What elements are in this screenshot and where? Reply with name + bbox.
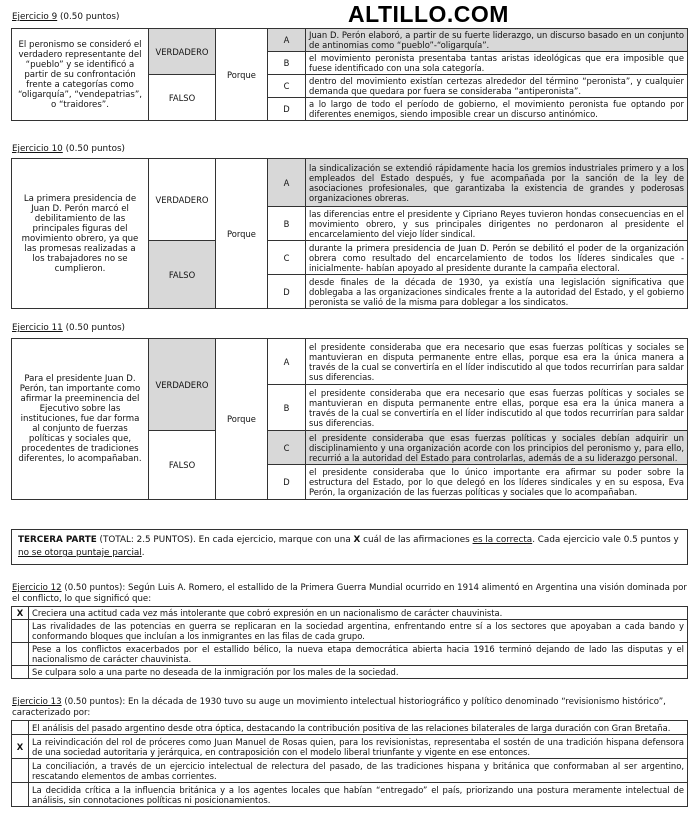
option-text[interactable]: desde finales de la década de 1930, ya existía una legislación significativa que doblegaba a las organizaciones sindicales frente a la autoridad del Estado, y el gobierno peronista se valió de la misma para doblegar a los sindicatos. bbox=[306, 275, 688, 309]
option-letter[interactable]: A bbox=[268, 339, 306, 385]
exercise-13-options bbox=[11, 720, 688, 807]
answer-text: Las rivalidades de las potencias en guerra se replicaran en la sociedad argentina, enfrentando entre sí a los sectores que apoyaban a cada bando y conformando bloques que incluían a los inmigrantes en las filas de cada grupo. bbox=[29, 620, 688, 643]
porque-label: Porque bbox=[216, 29, 268, 121]
porque-label: Porque bbox=[216, 339, 268, 500]
part-underlined: es la correcta bbox=[472, 535, 533, 545]
answer-checkbox[interactable] bbox=[12, 643, 29, 666]
option-text[interactable]: las diferencias entre el presidente y Cipriano Reyes tuvieron hondas consecuencias en el movimiento obrero, y sus principales dirigentes no perdonaron al presidente el encarcelamiento del viejo líder sindical. bbox=[306, 207, 688, 241]
exercise-points: (0.50 puntos) bbox=[59, 12, 120, 22]
exercise-10-header bbox=[12, 144, 125, 154]
verdadero-option[interactable]: VERDADERO bbox=[149, 159, 216, 241]
part-text: . bbox=[141, 548, 145, 558]
answer-checkbox[interactable]: X bbox=[12, 735, 29, 759]
option-letter[interactable]: C bbox=[268, 241, 306, 275]
option-text[interactable]: dentro del movimiento existían certezas alrededor del término “peronista”, y cualquier demanda que quedara por fuera se consideraba “antiperonista”. bbox=[306, 75, 688, 98]
exercise-11-table bbox=[11, 338, 688, 500]
statement-cell: Para el presidente Juan D. Perón, tan importante como afirmar la preeminencia del Ejecutivo sobre las instituciones, fue dar forma al conjunto de fuerzas políticas y sociales que, procedentes de tradiciones diferentes, lo acompañaban. bbox=[12, 339, 149, 500]
option-letter[interactable]: B bbox=[268, 385, 306, 431]
option-letter[interactable]: D bbox=[268, 275, 306, 309]
exercise-10-table bbox=[11, 158, 688, 309]
answer-checkbox[interactable] bbox=[12, 620, 29, 643]
answer-checkbox[interactable]: X bbox=[12, 607, 29, 620]
option-text[interactable]: el presidente consideraba que lo único importante era afirmar su poder sobre la estructura del Estado, por lo que delegó en los líderes sindicales y en su esposa, Eva Perón, la organización de las fuerzas políticas y sociales que lo acompañaban. bbox=[306, 465, 688, 500]
part-text: (TOTAL: 2.5 PUNTOS). En cada ejercicio, marque con una bbox=[96, 535, 354, 545]
option-text[interactable]: la sindicalización se extendió rápidamente hacia los gremios industriales primero y a los empleados del Estado después, y fue acompañada por la sanción de la ley de asociaciones profesionales, que garantizaba la existencia de grandes y poderosas organizaciones obreras. bbox=[306, 159, 688, 207]
statement-cell: El peronismo se consideró el verdadero representante del “pueblo” y se identificó a partir de su confrontación frente a categorías como “oligarquía”, “vendepatrias”, o “traidores”. bbox=[12, 29, 149, 121]
answer-text: Pese a los conflictos exacerbados por el estallido bélico, la nueva etapa democrática abierta hacia 1916 terminó dejando de lado las disputas y el nacionalismo de carácter chauvinista. bbox=[29, 643, 688, 666]
answer-text: Se culpara solo a una parte no deseada de la inmigración por los males de la sociedad. bbox=[29, 666, 688, 679]
answer-text: La decidida crítica a la influencia británica y a los agentes locales que habían “entregado” el país, priorizando una postura meramente intelectual de análisis, sin connotaciones políticas ni posicionamientos. bbox=[29, 783, 688, 807]
part-underlined: no se otorga puntaje parcial bbox=[18, 548, 142, 558]
option-text[interactable]: Juan D. Perón elaboró, a partir de su fuerte liderazgo, un discurso basado en un conjunto de antinomias como “pueblo”-“oligarquía”. bbox=[306, 29, 688, 52]
option-text[interactable]: el presidente consideraba que era necesario que esas fuerzas políticas y sociales se mantuvieran en disputa permanente entre ellas, porque esa era la única manera a través de la cual se convertiría en el líder indiscutido al que todos recurrirían para saldar sus diferencias. bbox=[306, 385, 688, 431]
exercise-12-question bbox=[12, 583, 688, 604]
verdadero-option[interactable]: VERDADERO bbox=[149, 29, 216, 75]
falso-option[interactable]: FALSO bbox=[149, 431, 216, 500]
option-text[interactable]: a lo largo de todo el período de gobierno, el movimiento peronista fue optando por diferentes enemigos, siendo imposible crear un discurso antinómico. bbox=[306, 98, 688, 121]
statement-cell: La primera presidencia de Juan D. Perón marcó el debilitamiento de las principales figuras del movimiento obrero, ya que las promesas realizadas a los trabajadores no se cumplieron. bbox=[12, 159, 149, 309]
answer-text: El análisis del pasado argentino desde otra óptica, destacando la contribución positiva de las relaciones bilaterales de larga duración con Gran Bretaña. bbox=[29, 721, 688, 735]
option-text[interactable]: durante la primera presidencia de Juan D. Perón se debilitó el poder de la organización obrera como resultado del encarcelamiento de todos los líderes sindicales que -inicialmente- habían apoyado al presidente durante la campaña electoral. bbox=[306, 241, 688, 275]
porque-label: Porque bbox=[216, 159, 268, 309]
option-letter[interactable]: D bbox=[268, 98, 306, 121]
answer-text: La reivindicación del rol de próceres como Juan Manuel de Rosas quien, para los revisionistas, representaba el sostén de una tradición hispana defensora de una sociedad autoritaria y jerárquica, en contraposición con el modelo liberal triunfante y vigente en ese entonces. bbox=[29, 735, 688, 759]
exercise-points: (0.50 puntos) bbox=[65, 144, 125, 154]
tercera-parte-instructions bbox=[11, 529, 688, 565]
falso-option[interactable]: FALSO bbox=[149, 241, 216, 309]
verdadero-option[interactable]: VERDADERO bbox=[149, 339, 216, 431]
part-text: cuál de las afirmaciones bbox=[360, 535, 473, 545]
exercise-13-question bbox=[12, 697, 688, 718]
question-text: (0.50 puntos): En la década de 1930 tuvo su auge un movimiento intelectual historiográfico y político denominado “revisionismo histórico”, caracterizado por: bbox=[12, 697, 666, 718]
exercise-label: Ejercicio 10 bbox=[12, 144, 63, 154]
x-mark-example: X bbox=[353, 535, 361, 545]
part-title: TERCERA PARTE bbox=[18, 535, 97, 545]
answer-checkbox[interactable] bbox=[12, 759, 29, 783]
exercise-label: Ejercicio 11 bbox=[12, 323, 63, 333]
option-letter[interactable]: B bbox=[268, 52, 306, 75]
exercise-label: Ejercicio 12 bbox=[12, 583, 62, 593]
part-text: . Cada ejercicio vale 0.5 puntos y bbox=[532, 535, 679, 545]
option-letter[interactable]: D bbox=[268, 465, 306, 500]
answer-checkbox[interactable] bbox=[12, 666, 29, 679]
exercise-label: Ejercicio 9 bbox=[12, 12, 58, 22]
option-text[interactable]: el presidente consideraba que era necesario que esas fuerzas políticas y sociales se mantuvieran en disputa permanente entre ellas, porque esa era la única manera a través de la cual se convertiría en el líder indiscutido al que todos recurrirían para saldar sus diferencias. bbox=[306, 339, 688, 385]
exercise-12-options bbox=[11, 606, 688, 679]
option-letter[interactable]: A bbox=[268, 29, 306, 52]
altillo-watermark: ALTILLO.COM bbox=[348, 1, 509, 27]
exercise-11-header bbox=[12, 323, 125, 333]
exercise-9-header bbox=[12, 12, 119, 22]
exercise-9-table bbox=[11, 28, 688, 121]
option-letter[interactable]: B bbox=[268, 207, 306, 241]
question-text: (0.50 puntos): Según Luis A. Romero, el estallido de la Primera Guerra Mundial ocurrido en 1914 alimentó en Argentina una visión dominada por el conflicto, lo que significó que: bbox=[12, 583, 687, 604]
option-letter[interactable]: C bbox=[268, 75, 306, 98]
answer-checkbox[interactable] bbox=[12, 721, 29, 735]
option-text[interactable]: el movimiento peronista presentaba tantas aristas ideológicas que era imposible que fuese identificado con una sola categoría. bbox=[306, 52, 688, 75]
option-letter[interactable]: A bbox=[268, 159, 306, 207]
exercise-label: Ejercicio 13 bbox=[12, 697, 62, 707]
answer-text: La conciliación, a través de un ejercicio intelectual de relectura del pasado, de las tradiciones hispana y británica que conformaban al ser argentino, rescatando elementos de ambas corrientes. bbox=[29, 759, 688, 783]
answer-checkbox[interactable] bbox=[12, 783, 29, 807]
exercise-points: (0.50 puntos) bbox=[65, 323, 125, 333]
option-text[interactable]: el presidente consideraba que esas fuerzas políticas y sociales debían adquirir un disciplinamiento y una organización acorde con los principios del peronismo y, para ello, recurrió a la autoridad del Estado para controlarlas, además de a su liderazgo personal. bbox=[306, 431, 688, 465]
answer-text: Creciera una actitud cada vez más intolerante que cobró expresión en un nacionalismo de carácter chauvinista. bbox=[29, 607, 688, 620]
falso-option[interactable]: FALSO bbox=[149, 75, 216, 121]
option-letter[interactable]: C bbox=[268, 431, 306, 465]
